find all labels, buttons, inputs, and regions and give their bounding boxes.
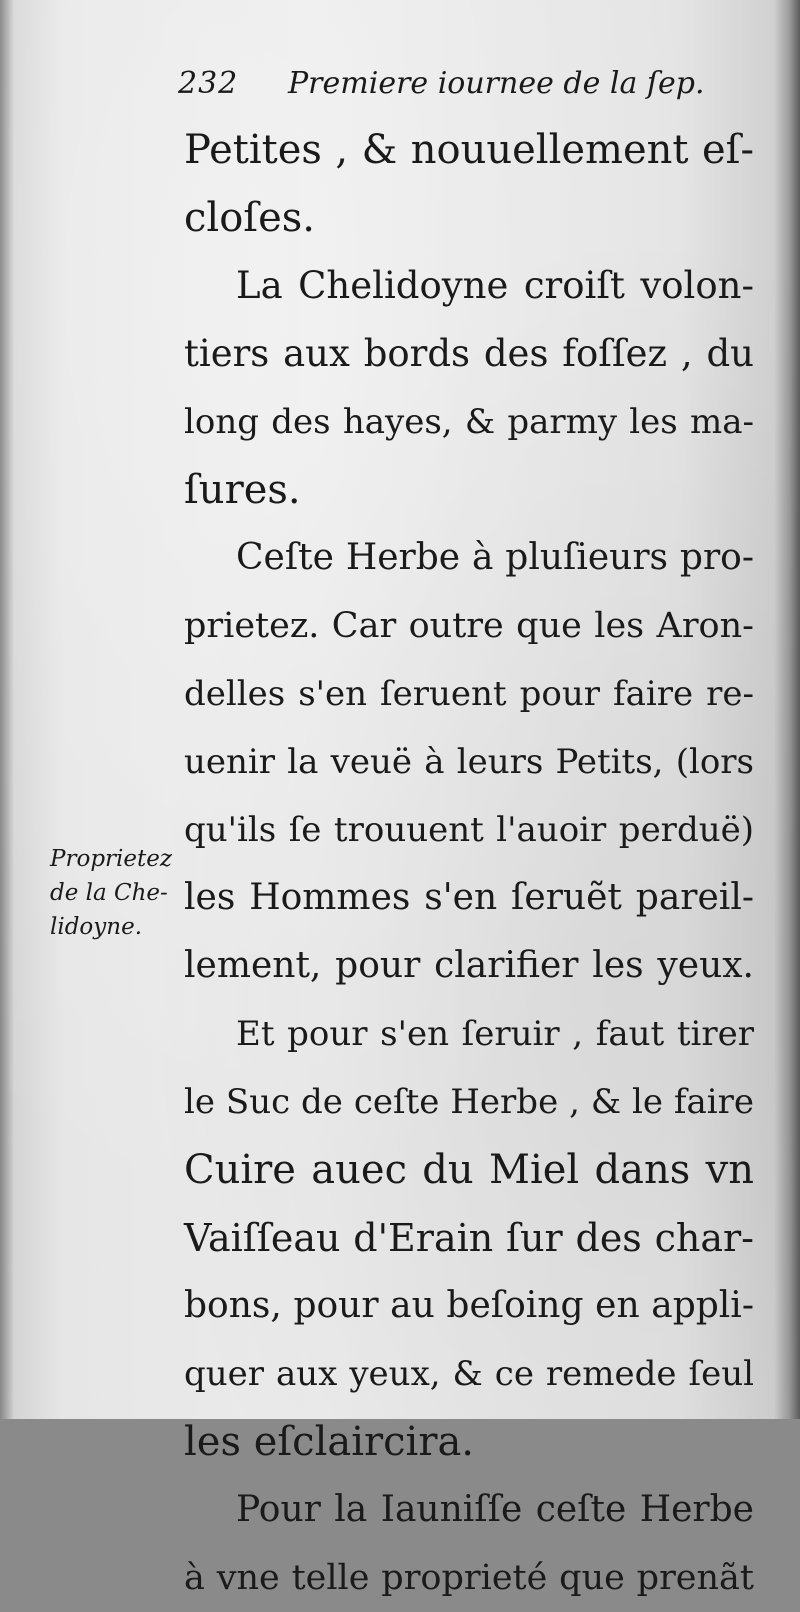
text-line: La Chelidoyne croiſt volon-: [236, 264, 754, 307]
page-left-shadow: [0, 0, 14, 1419]
margin-note-line: de la Che-: [50, 880, 168, 906]
text-line: long des hayes, & parmy les ma-: [184, 402, 754, 442]
margin-note-line: Proprietez: [50, 846, 172, 872]
text-line: bons, pour au beſoing en appli-: [184, 1285, 754, 1326]
text-line: le Suc de ceſte Herbe , & le faire: [184, 1082, 754, 1122]
text-line: cloſes.: [184, 195, 315, 241]
text-line: delles s'en ſeruent pour faire re-: [184, 674, 754, 714]
text-line: uenir la veuë à leurs Petits, (lors: [184, 742, 754, 782]
text-line: quer aux yeux, & ce remede ſeul: [184, 1354, 754, 1394]
text-line: lement, pour clarifier les yeux.: [184, 945, 754, 986]
text-line: qu'ils ſe trouuent l'auoir perduë): [184, 810, 754, 850]
page-number: 232: [178, 66, 239, 101]
text-line: à vne telle proprieté que prenãt: [184, 1558, 754, 1598]
text-line: Ceſte Herbe à pluſieurs pro-: [236, 537, 754, 578]
text-line: tiers aux bords des foſſez , du: [184, 332, 754, 375]
text-line: les Hommes s'en ſeruẽt pareil-: [184, 877, 754, 918]
running-title: Premiere iournee de la ſep.: [288, 66, 705, 101]
page-header: [178, 62, 718, 106]
text-line: Cuire auec du Miel dans vn: [184, 1147, 754, 1193]
body-text: [184, 116, 754, 1612]
text-line: ſures.: [184, 467, 301, 513]
text-line: prietez. Car outre que les Aron-: [184, 606, 754, 646]
text-line: Pour la Iauniſſe ceſte Herbe: [236, 1489, 754, 1530]
text-line: Petites , & nouuellement eſ-: [184, 127, 754, 173]
text-line: Et pour s'en ſeruir , faut tirer: [236, 1014, 754, 1054]
margin-note-line: lidoyne.: [50, 914, 143, 940]
margin-note: [50, 842, 185, 944]
page-gutter-shadow: [774, 0, 800, 1419]
text-line: les eſclaircira.: [184, 1419, 475, 1465]
text-line: Vaiſſeau d'Erain ſur des char-: [184, 1216, 754, 1260]
